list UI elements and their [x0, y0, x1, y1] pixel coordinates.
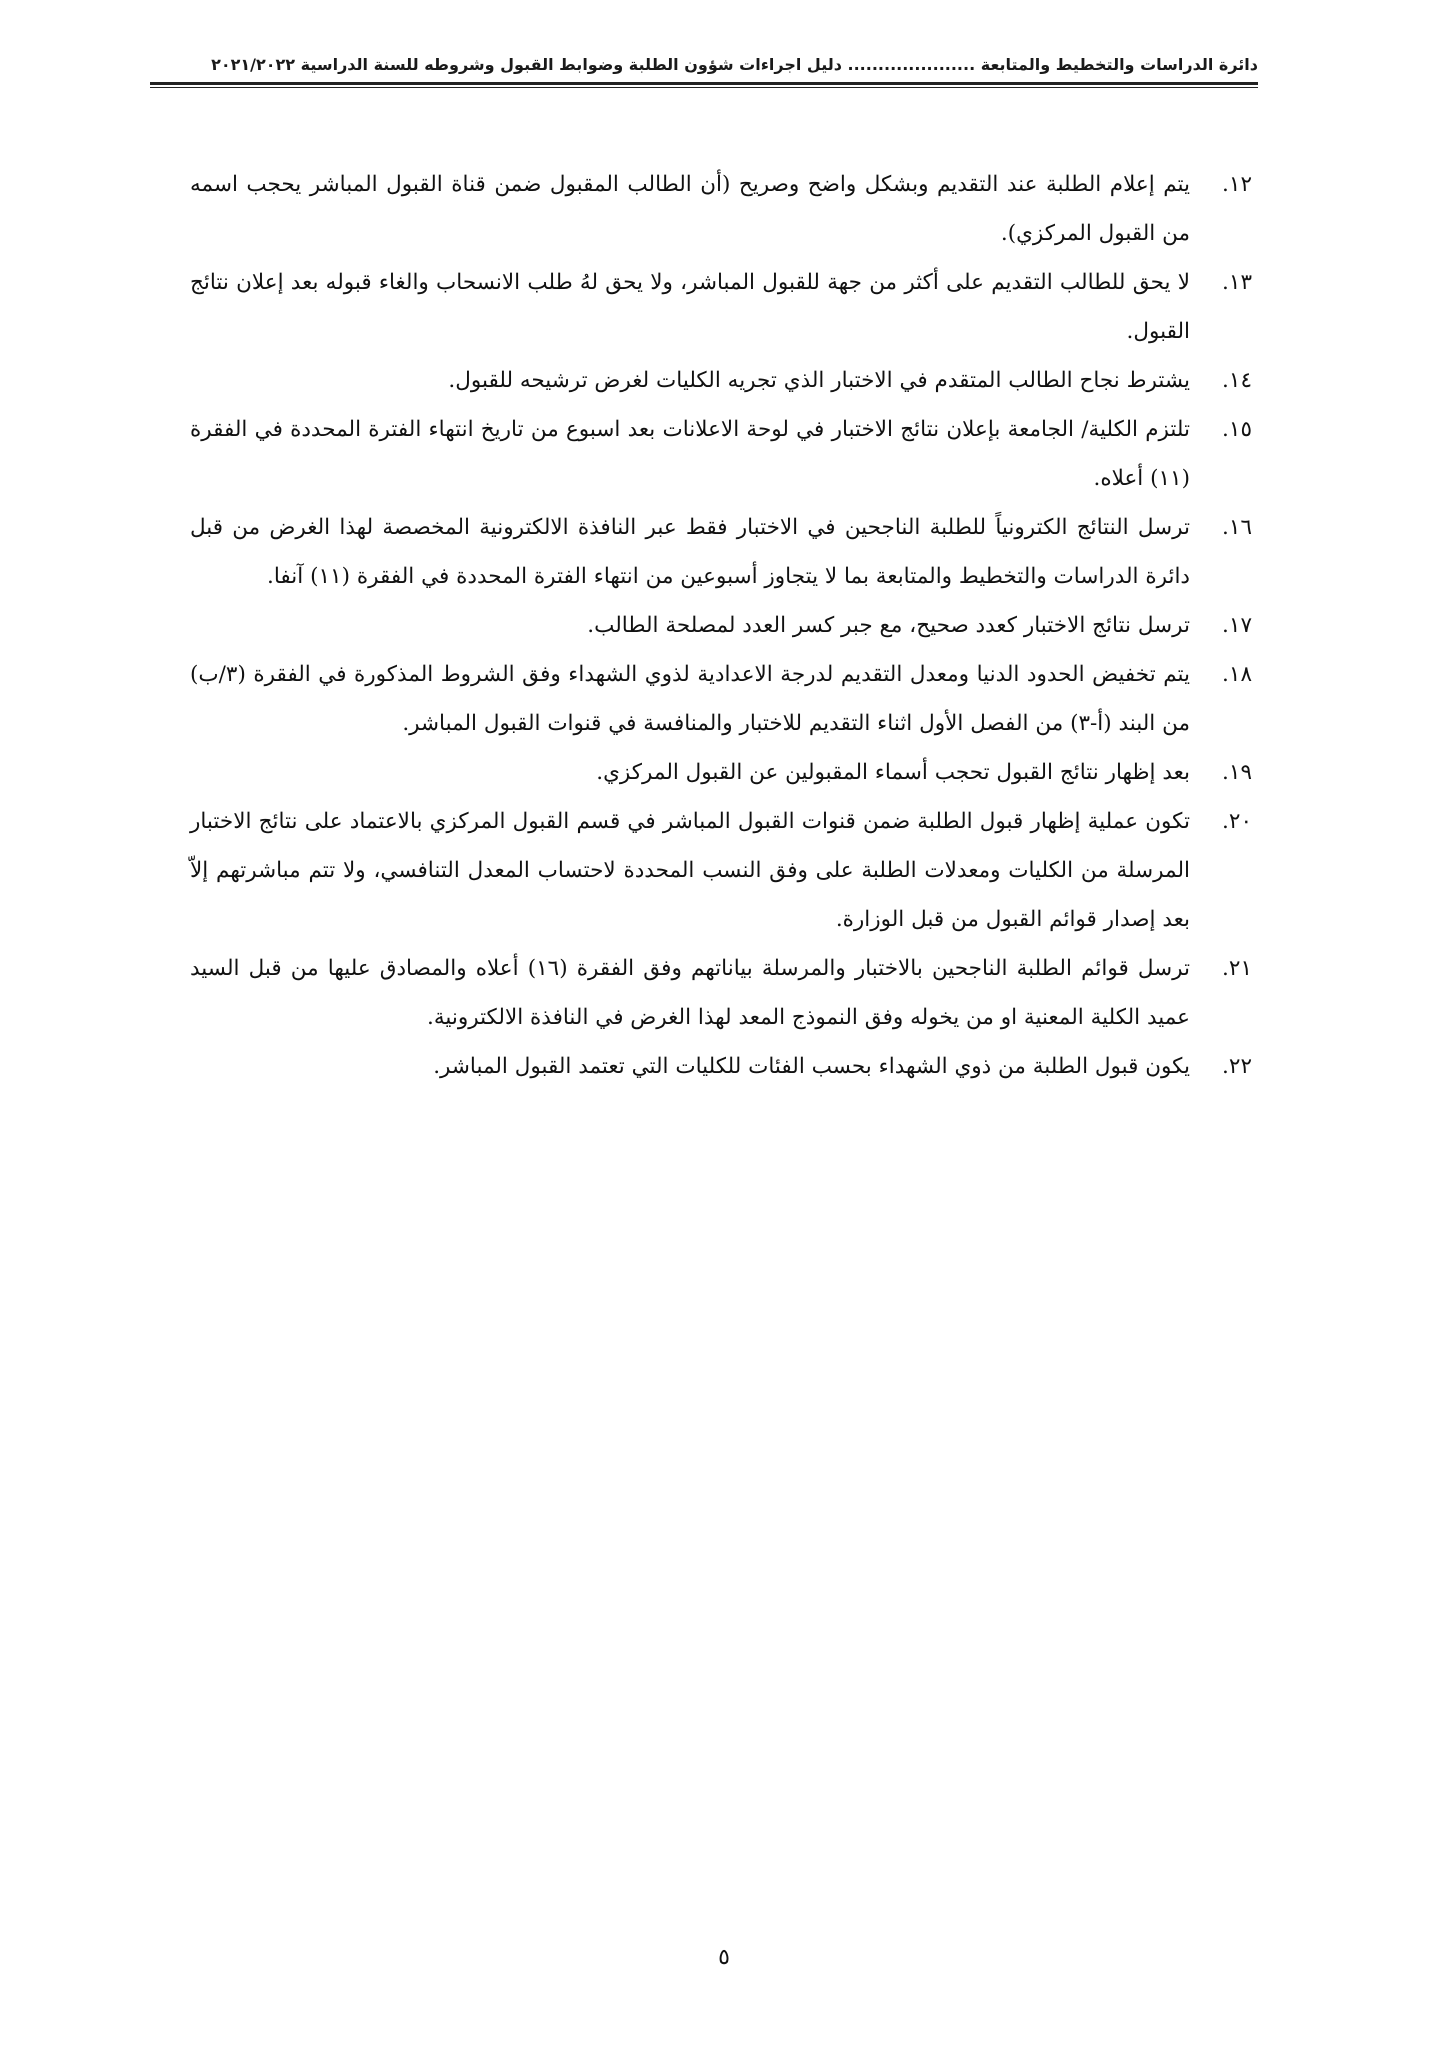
item-number: ١٦.: [1222, 515, 1252, 540]
list-item: [190, 601, 1252, 650]
item-text: ترسل نتائج الاختبار كعدد صحيح، مع جبر كسر العدد لمصلحة الطالب.: [587, 613, 1190, 638]
list-item: [190, 944, 1252, 1042]
document-body: [190, 160, 1252, 1091]
item-number: ٢١.: [1222, 956, 1252, 981]
header-text: دائرة الدراسات والتخطيط والمتابعة ..................... دليل اجراءات شؤون الطلبة وضوابط القبول وشروطه للسنة الدراسية ٢٠٢١/٢٠٢٢: [211, 54, 1258, 74]
list-item: [190, 356, 1252, 405]
item-text: تكون عملية إظهار قبول الطلبة ضمن قنوات القبول المباشر في قسم القبول المركزي بالاعتماد على نتائج الاختبار المرسلة من الكليات ومعدلات الطلبة على وفق النسب المحددة لاحتساب المعدل التنافسي، ولا تتم مباشرتهم إلاّ بعد إصدار قوائم القبول من قبل الوزارة.: [190, 809, 1190, 932]
list-item: [190, 258, 1252, 356]
item-text: لا يحق للطالب التقديم على أكثر من جهة للقبول المباشر، ولا يحق لهُ طلب الانسحاب والغاء قبوله بعد إعلان نتائج القبول.: [190, 270, 1190, 344]
item-text: يكون قبول الطلبة من ذوي الشهداء بحسب الفئات للكليات التي تعتمد القبول المباشر.: [433, 1054, 1190, 1079]
page-number: ٥: [718, 1945, 730, 1970]
list-item: [190, 405, 1252, 503]
item-number: ١٤.: [1222, 368, 1252, 393]
item-number: ١٣.: [1222, 270, 1252, 295]
page-header: [150, 48, 1258, 80]
list-item: [190, 748, 1252, 797]
item-number: ٢٢.: [1222, 1054, 1252, 1079]
item-text: ترسل النتائج الكترونياً للطلبة الناجحين في الاختبار فقط عبر النافذة الالكترونية المخصصة لهذا الغرض من قبل دائرة الدراسات والتخطيط والمتابعة بما لا يتجاوز أسبوعين من انتهاء الفترة المحددة في الفقرة (١١) آنفا.: [190, 515, 1190, 589]
item-text: بعد إظهار نتائج القبول تحجب أسماء المقبولين عن القبول المركزي.: [596, 760, 1190, 785]
item-number: ٢٠.: [1222, 809, 1252, 834]
list-item: [190, 1042, 1252, 1091]
list-item: [190, 797, 1252, 944]
item-text: يتم إعلام الطلبة عند التقديم وبشكل واضح وصريح (أن الطالب المقبول ضمن قناة القبول المباشر يحجب اسمه من القبول المركزي).: [190, 172, 1190, 246]
list-item: [190, 160, 1252, 258]
item-number: ١٧.: [1222, 613, 1252, 638]
item-text: ترسل قوائم الطلبة الناجحين بالاختبار والمرسلة بياناتهم وفق الفقرة (١٦) أعلاه والمصادق عليها من قبل السيد عميد الكلية المعنية او من يخوله وفق النموذج المعد لهذا الغرض في النافذة الالكترونية.: [190, 956, 1190, 1030]
list-item: [190, 503, 1252, 601]
item-text: يشترط نجاح الطالب المتقدم في الاختبار الذي تجريه الكليات لغرض ترشيحه للقبول.: [448, 368, 1190, 393]
header-divider: [150, 82, 1258, 88]
item-number: ١٥.: [1222, 417, 1252, 442]
item-number: ١٩.: [1222, 760, 1252, 785]
item-text: يتم تخفيض الحدود الدنيا ومعدل التقديم لدرجة الاعدادية لذوي الشهداء وفق الشروط المذكورة في الفقرة (٣/ب) من البند (أ-٣) من الفصل الأول اثناء التقديم للاختبار والمنافسة في قنوات القبول المباشر.: [190, 662, 1190, 736]
item-text: تلتزم الكلية/ الجامعة بإعلان نتائج الاختبار في لوحة الاعلانات بعد اسبوع من تاريخ انتهاء الفترة المحددة في الفقرة (١١) أعلاه.: [190, 417, 1190, 491]
list-item: [190, 650, 1252, 748]
item-number: ١٢.: [1222, 172, 1252, 197]
item-number: ١٨.: [1222, 662, 1252, 687]
